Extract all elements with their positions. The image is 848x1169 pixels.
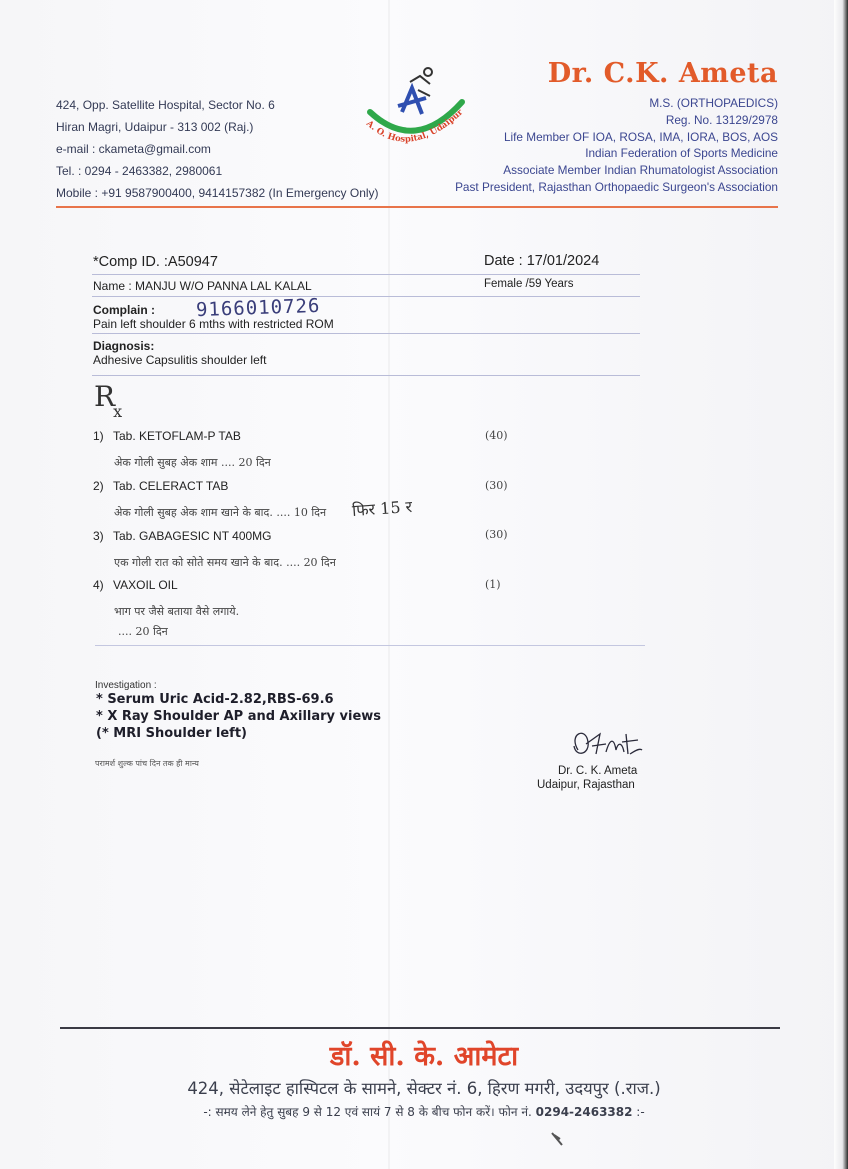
patient-gender-age: Female /59 Years <box>484 278 574 290</box>
investigation-item: * Serum Uric Acid-2.82,RBS-69.6 <box>96 692 334 707</box>
doctor-qualifications <box>455 95 778 196</box>
handwritten-note: फिर 15 र <box>351 496 413 521</box>
diagnosis-text: Adhesive Capsulitis shoulder left <box>93 353 267 367</box>
divider <box>95 645 645 646</box>
ink-smudge <box>550 1131 564 1147</box>
signature-name: Dr. C. K. Ameta <box>558 765 638 777</box>
rx-symbol: $R_x$ <box>94 380 123 421</box>
diagnosis-label: Diagnosis: <box>93 339 155 353</box>
medicine-dose: एक गोली रात को सोते समय खाने के बाद. .... 20 दिन <box>114 556 336 569</box>
complain-label: Complain : <box>93 303 155 317</box>
medicine-qty: (1) <box>485 578 501 591</box>
footer-address: 424, सेटेलाइट हास्पिटल के सामने, सेक्टर नं. 6, हिरण मगरी, उदयपुर (.राज.) <box>187 1079 661 1098</box>
prescription-date: Date : 17/01/2024 <box>484 253 600 269</box>
medicine-duration: .... 20 दिन <box>118 625 168 638</box>
qualification-line: Reg. No. 13129/2978 <box>665 112 778 127</box>
investigation-item: * X Ray Shoulder AP and Axillary views <box>96 709 382 724</box>
medicine-qty: (30) <box>485 528 508 541</box>
fee-validity-note: परामर्श शुल्क पांच दिन तक ही मान्य <box>95 759 199 768</box>
divider <box>92 296 640 297</box>
investigation-item: (* MRI Shoulder left) <box>96 726 247 741</box>
logo-text: A. O. Hospital, Udaipur <box>364 107 466 145</box>
qualification-line: Associate Member Indian Rhumatologist Association <box>503 163 778 178</box>
comp-id: *Comp ID. :A50947 <box>93 254 218 270</box>
divider <box>92 274 640 275</box>
patient-name: Name : MANJU W/O PANNA LAL KALAL <box>93 279 312 293</box>
paper-edge <box>834 0 848 1169</box>
qualification-line: M.S. (ORTHOPAEDICS) <box>649 96 778 110</box>
clinic-address <box>56 94 379 204</box>
medicine-dose: अेक गोली सुबह अेक शाम .... 20 दिन <box>114 456 271 469</box>
medicine-qty: (40) <box>485 429 508 442</box>
medicine-dose: भाग पर जैसे बताया वैसे लगाये. <box>114 605 240 618</box>
complain-text: Pain left shoulder 6 mths with restricted ROM <box>93 317 334 331</box>
doctor-signature <box>566 724 646 762</box>
footer-timing: -: समय लेने हेतु सुबह 9 से 12 एवं सायं 7 से 8 के बीच फोन करें। फोन नं. 0294-2463382 :- <box>203 1105 645 1119</box>
medicine-item: 3) Tab. GABAGESIC NT 400MG <box>93 529 272 543</box>
paper-fold <box>388 0 390 1169</box>
address-line: 424, Opp. Satellite Hospital, Sector No. 6 <box>56 98 275 112</box>
qualification-line: Indian Federation of Sports Medicine <box>585 146 778 161</box>
medicine-qty: (30) <box>485 479 508 492</box>
medicine-dose: अेक गोली सुबह अेक शाम खाने के बाद. .... 10 दिन <box>114 506 327 519</box>
signature-place: Udaipur, Rajasthan <box>537 779 635 791</box>
mobile-line: Mobile : +91 9587900400, 9414157382 (In Emergency Only) <box>56 186 379 200</box>
footer-doctor-name: डॉ. सी. के. आमेटा <box>329 1041 519 1072</box>
footer-phone: 0294-2463382 <box>535 1105 633 1119</box>
telephone-line: Tel. : 0294 - 2463382, 2980061 <box>56 164 223 178</box>
medicine-item: 1) Tab. KETOFLAM-P TAB <box>93 429 241 443</box>
medicine-item: 2) Tab. CELERACT TAB <box>93 479 229 493</box>
medicine-item: 4) VAXOIL OIL <box>93 578 178 592</box>
footer-divider <box>60 1027 780 1029</box>
divider <box>92 375 640 376</box>
handwritten-phone: 9166010726 <box>195 294 321 322</box>
qualification-line: Life Member OF IOA, ROSA, IMA, IORA, BOS, AOS <box>503 129 778 144</box>
email-line: e-mail : ckameta@gmail.com <box>56 142 211 156</box>
doctor-name: Dr. C.K. Ameta <box>547 58 778 89</box>
investigation-label: Investigation : <box>95 680 157 691</box>
qualification-line: Past President, Rajasthan Orthopaedic Surgeon's Association <box>455 179 778 194</box>
divider <box>92 333 640 334</box>
header-divider <box>56 206 778 208</box>
address-line: Hiran Magri, Udaipur - 313 002 (Raj.) <box>56 120 254 134</box>
